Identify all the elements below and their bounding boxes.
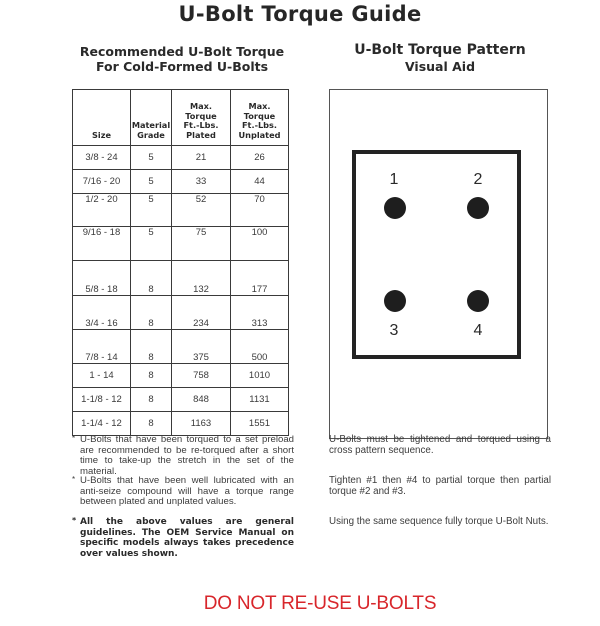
table-row: [73, 412, 289, 436]
note-text: All the above values are general guidelines. The OEM Service Manual on specific models always takes precedence over values shown.: [80, 517, 294, 559]
note-guidelines: [72, 517, 294, 559]
cell-plated: 758: [172, 364, 231, 388]
cell-size: 7/16 - 20: [73, 170, 131, 194]
cell-grade: 8: [131, 364, 172, 388]
cell-unplated: 44: [231, 170, 289, 194]
cell-grade: 5: [131, 227, 172, 261]
note-marker: *: [72, 516, 77, 525]
cell-size: 1/2 - 20: [73, 194, 131, 227]
table-row: [73, 388, 289, 412]
cell-plated: 33: [172, 170, 231, 194]
torque-table: [72, 89, 289, 436]
cell-grade: 5: [131, 146, 172, 170]
cell-size: 1-1/4 - 12: [73, 412, 131, 436]
cell-plated: 1163: [172, 412, 231, 436]
cell-plated: 234: [172, 296, 231, 330]
u-bolt-plate-diagram: [352, 150, 521, 359]
cell-plated: 132: [172, 261, 231, 296]
note-marker: *: [72, 434, 76, 443]
bolt-label-4: 4: [473, 322, 483, 339]
cell-grade: 8: [131, 296, 172, 330]
cell-unplated: 1010: [231, 364, 289, 388]
note-retorque: [72, 435, 294, 477]
page-title: U-Bolt Torque Guide: [178, 2, 422, 26]
cell-size: 3/4 - 16: [73, 296, 131, 330]
cell-grade: 8: [131, 330, 172, 364]
bolt-label-3: 3: [389, 322, 399, 339]
instruction-partial-torque: Tighten #1 then #4 to partial torque then partial torque #2 and #3.: [329, 475, 551, 497]
pattern-heading-line2: Visual Aid: [404, 59, 476, 74]
cell-plated: 848: [172, 388, 231, 412]
bolt-label-2: 2: [473, 171, 483, 188]
cell-size: 9/16 - 18: [73, 227, 131, 261]
bolt-4-icon: [467, 290, 489, 312]
cell-unplated: 1551: [231, 412, 289, 436]
cell-plated: 52: [172, 194, 231, 227]
table-row: [73, 194, 289, 227]
table-row: [73, 261, 289, 296]
table-heading-line1: Recommended U-Bolt Torque: [79, 44, 285, 59]
cell-grade: 8: [131, 388, 172, 412]
table-row: [73, 364, 289, 388]
cell-grade: 5: [131, 170, 172, 194]
cell-unplated: 26: [231, 146, 289, 170]
instruction-full-torque: Using the same sequence fully torque U-Bolt Nuts.: [329, 516, 549, 527]
cell-plated: 375: [172, 330, 231, 364]
cell-size: 1-1/8 - 12: [73, 388, 131, 412]
table-row: [73, 330, 289, 364]
table-heading-line2: For Cold-Formed U-Bolts: [95, 59, 269, 74]
cell-unplated: 70: [231, 194, 289, 227]
table-heading: [60, 44, 304, 74]
note-marker: *: [72, 475, 76, 484]
table-row: [73, 170, 289, 194]
cell-size: 1 - 14: [73, 364, 131, 388]
cell-unplated: 177: [231, 261, 289, 296]
cell-grade: 5: [131, 194, 172, 227]
note-text: U-Bolts that have been torqued to a set preload are recommended to be re-torqued after a short time to take-up the stretch in the set of the material.: [80, 434, 294, 477]
cell-plated: 21: [172, 146, 231, 170]
table-row: [73, 296, 289, 330]
instruction-cross-pattern: U-Bolts must be tightened and torqued using a cross pattern sequence.: [329, 434, 551, 456]
table-row: [73, 146, 289, 170]
cell-unplated: 100: [231, 227, 289, 261]
cell-grade: 8: [131, 261, 172, 296]
bolt-1-icon: [384, 197, 406, 219]
table-header-row: [73, 90, 289, 146]
header-size: Size: [73, 90, 131, 146]
cell-unplated: 1131: [231, 388, 289, 412]
cell-size: 5/8 - 18: [73, 261, 131, 296]
note-text: U-Bolts that have been well lubricated with an anti-seize compound will have a torque range between plated and unplated values.: [80, 475, 294, 508]
header-torque-unplated: Max. Torque Ft.-Lbs. Unplated: [231, 90, 289, 146]
bolt-3-icon: [384, 290, 406, 312]
header-torque-plated: Max. Torque Ft.-Lbs. Plated: [172, 90, 231, 146]
cell-size: 3/8 - 24: [73, 146, 131, 170]
cell-unplated: 313: [231, 296, 289, 330]
cell-size: 7/8 - 14: [73, 330, 131, 364]
pattern-heading-line1: U-Bolt Torque Pattern: [354, 42, 526, 58]
note-lubricated: [72, 476, 294, 508]
cell-grade: 8: [131, 412, 172, 436]
cell-plated: 75: [172, 227, 231, 261]
table-row: [73, 227, 289, 261]
bolt-label-1: 1: [389, 171, 399, 188]
warning-do-not-reuse: DO NOT RE-USE U-BOLTS: [203, 593, 437, 614]
cell-unplated: 500: [231, 330, 289, 364]
pattern-heading: [330, 42, 550, 74]
bolt-2-icon: [467, 197, 489, 219]
header-material-grade: Material Grade: [131, 90, 172, 146]
